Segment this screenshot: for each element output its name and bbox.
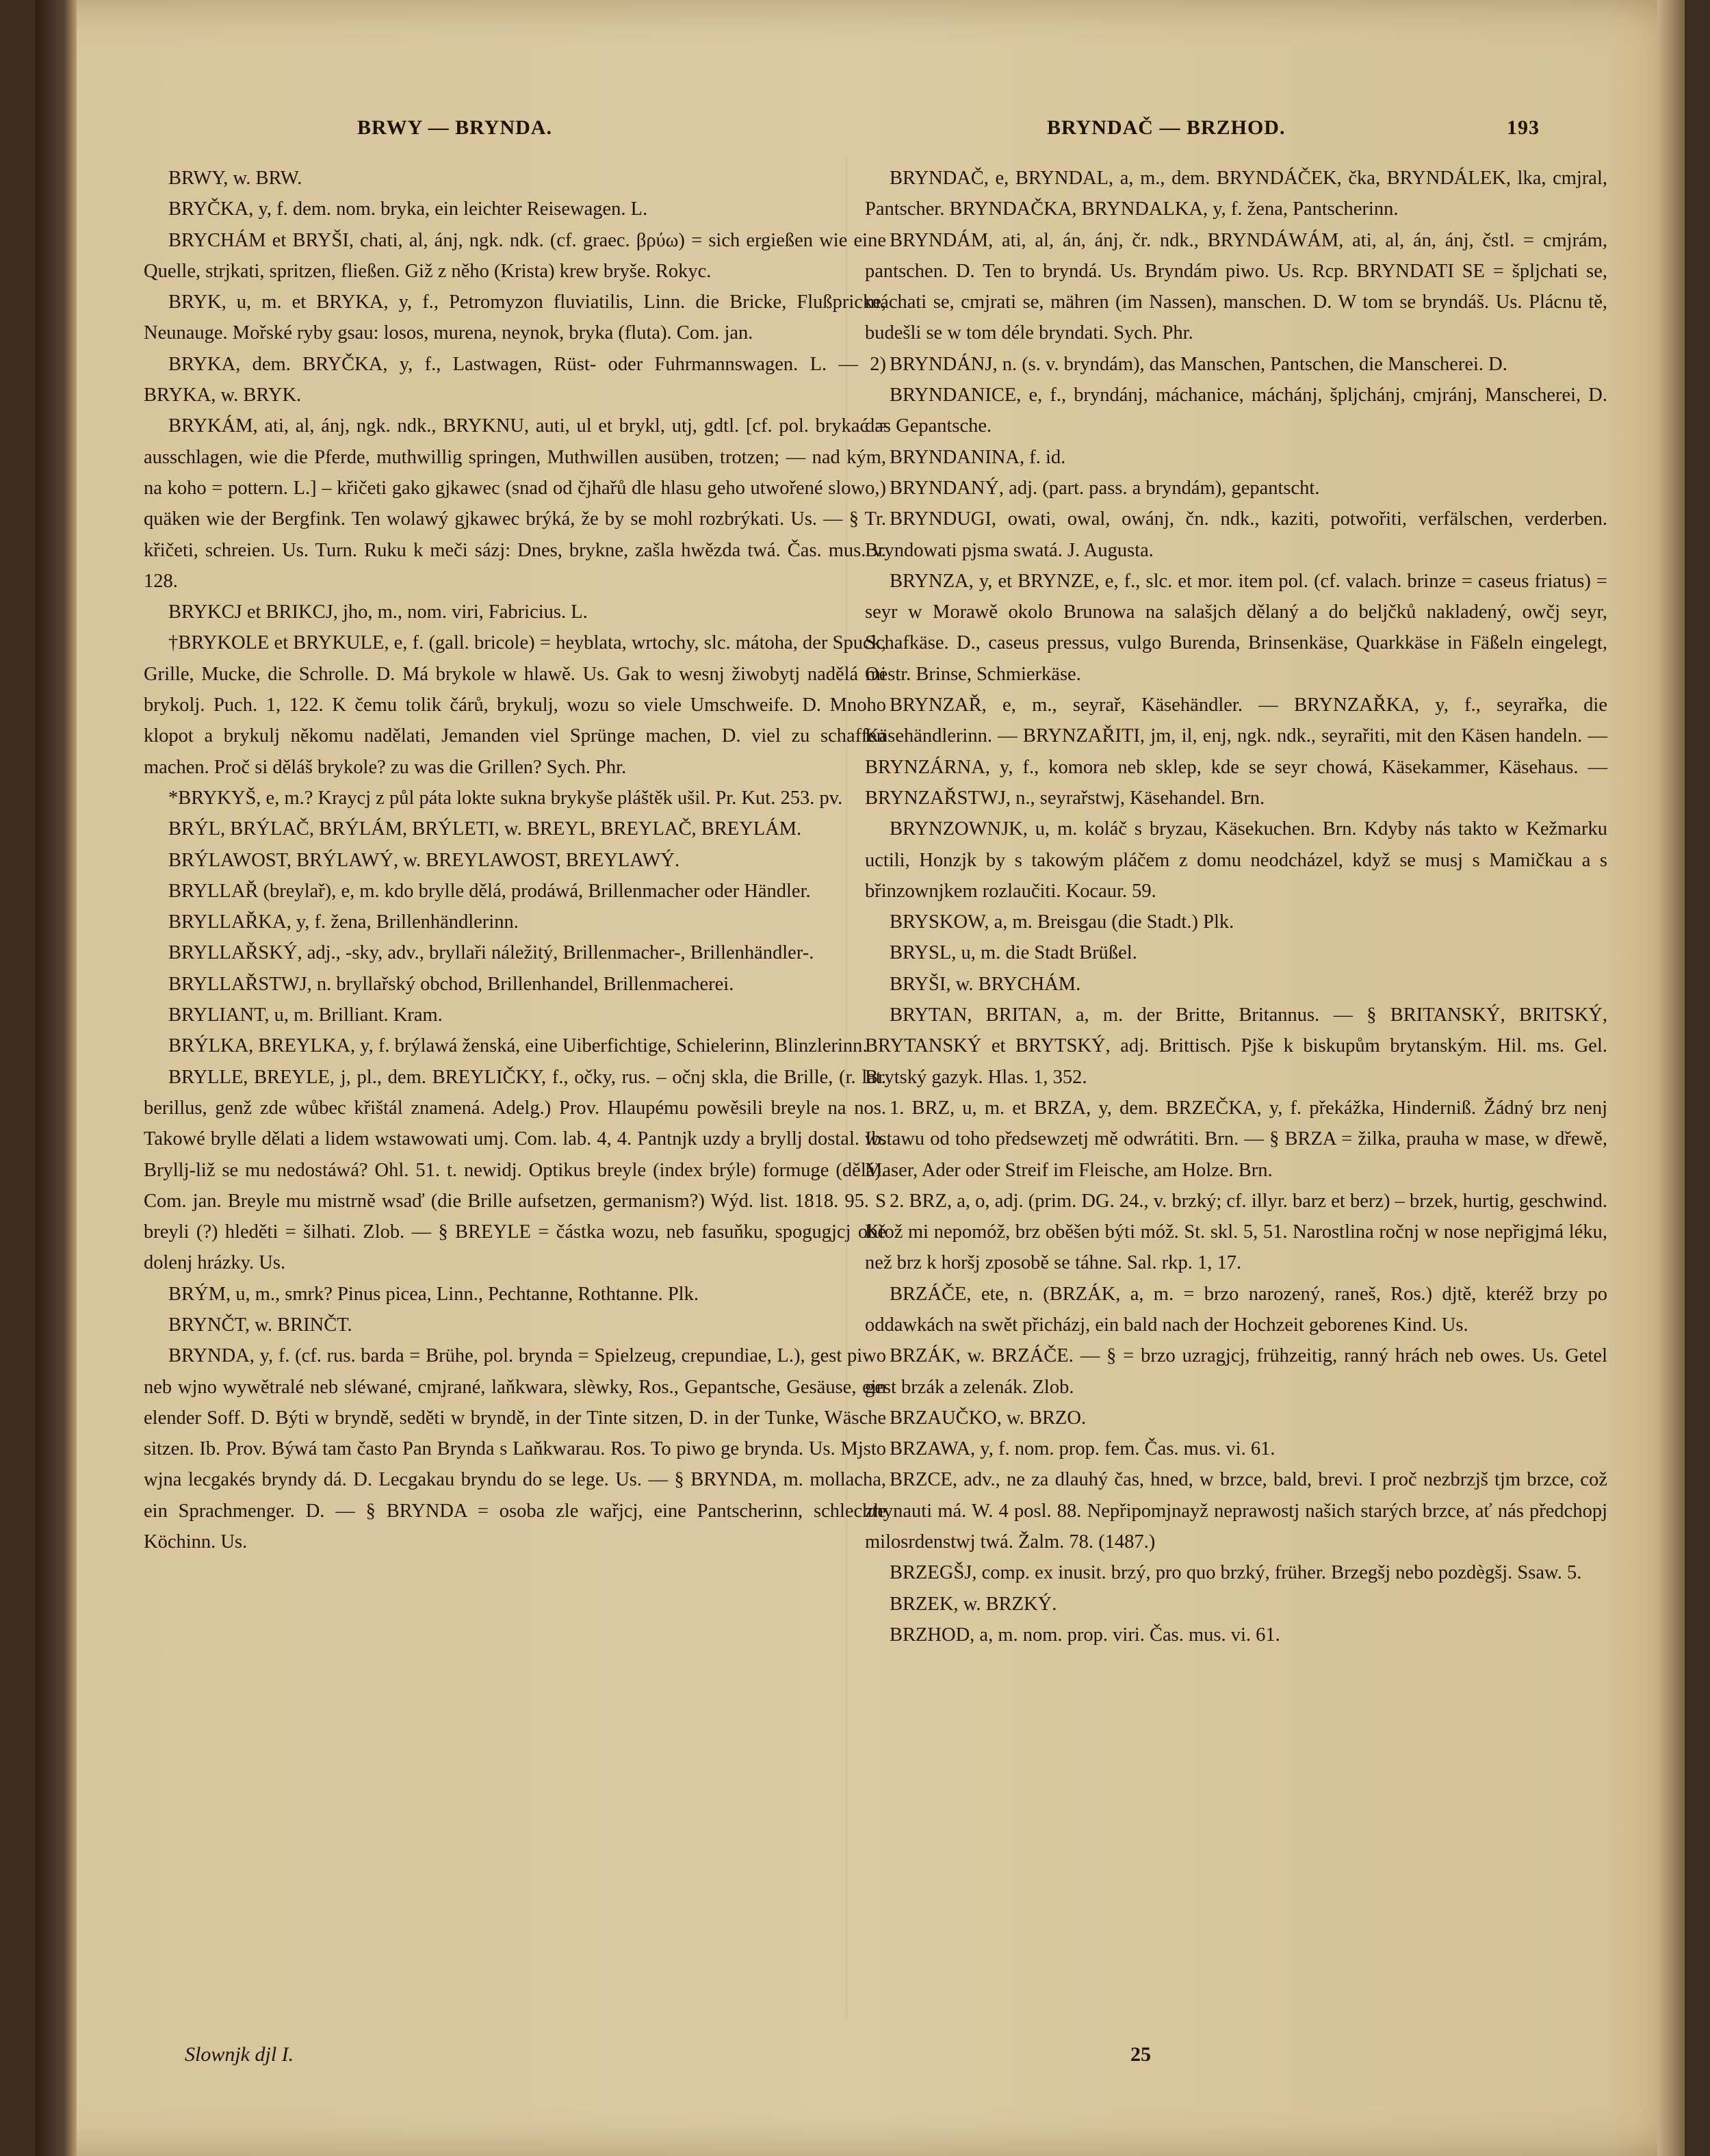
dictionary-entry: BRYLLAŘKA, y, f. žena, Brillenhändlerinn. [168,911,519,933]
dictionary-entry: BRZAUČKO, w. BRZO. [890,1407,1087,1429]
printer-signature: Slownjk djl I. [185,2043,294,2066]
dictionary-entry: BRYNDUGI, owati, owal, owánj, čn. ndk., kaziti, potwořiti, verfälschen, verderben. Bryndowati pjsma swatá. J. Augusta. [865,508,1607,561]
dictionary-entry: BRYLLE, BREYLE, j, pl., dem. BREYLIČKY, f., očky, rus. – očnj skla, die Brille, (r. lat. berillus, genž zde wůbec křištál znamená. Adelg.) Prov. Hlaupému powěsili breyle na nos. Takowé brylle dělati a lidem wstawowati umj. Com. lab. 4, 4. Pantnjk uzdy a bryllj dostal. Ib. Bryllj-liž se mu nedostáwá? Ohl. 51. t. newidj. Optikus breyle (index brýle) formuge (dělá). Com. jan. Breyle mu mistrně wsaď (die Brille aufsetzen, germanism?) Wýd. list. 1818. 95. S breyli (?) hleděti = šilhati. Zlob. — § BREYLE = částka wozu, neb fasuňku, spogugjcj obě dolenj hrázky. Us. [144,1066,886,1274]
dictionary-entry: 2. BRZ, a, o, adj. (prim. DG. 24., v. brzký; cf. illyr. barz et berz) – brzek, hurtig, geschwind. Ktož mi nepomóž, brz oběšen býti móž. St. skl. 5, 51. Narostlina ročnj w nose nepřigjmá léku, než brz k horšj zposobě se táhne. Sal. rkp. 1, 17. [865,1190,1607,1274]
dictionary-entry: BRZAWA, y, f. nom. prop. fem. Čas. mus. vi. 61. [890,1438,1275,1460]
dictionary-entry: †BRYKOLE et BRYKULE, e, f. (gall. bricole) = heyblata, wrtochy, slc. mátoha, der Spuck, Grille, Mucke, die Schrolle. D. Má brykole w hlawě. Us. Gak to wesnj žiwobytj nadělá mi brykolj. Puch. 1, 122. K čemu tolik čárů, brykulj, wozu so viele Umschweife. D. Mnoho klopot a brykulj někomu nadělati, Jemanden viel Sprünge machen, D. viel zu schaffen machen. Proč si děláš brykole? zu was die Grillen? Sych. Phr. [144,632,886,778]
dictionary-entry: BRYTAN, BRITAN, a, m. der Britte, Britannus. — § BRITANSKÝ, BRITSKÝ, BRYTANSKÝ et BRYTSKÝ, adj. Brittisch. Pjše k biskupům brytanským. Hil. ms. Gel. Brytský gazyk. Hlas. 1, 352. [865,1004,1607,1088]
dictionary-entry: BRÝL, BRÝLAČ, BRÝLÁM, BRÝLETI, w. BREYL, BREYLAČ, BREYLÁM. [168,818,802,840]
dictionary-entry: BRYNDANÝ, adj. (part. pass. a bryndám), gepantscht. [890,477,1320,499]
dictionary-entry: BRÝLAWOST, BRÝLAWÝ, w. BREYLAWOST, BREYLAWÝ. [168,849,680,871]
dictionary-entry: BRZHOD, a, m. nom. prop. viri. Čas. mus. vi. 61. [890,1624,1280,1646]
dictionary-entry: BRYKCJ et BRIKCJ, jho, m., nom. viri, Fabricius. L. [168,601,588,623]
dictionary-entry: BRYNDÁNJ, n. (s. v. bryndám), das Manschen, Pantschen, die Manscherei. D. [890,353,1507,375]
dictionary-entry: BRZEGŠJ, comp. ex inusit. brzý, pro quo brzký, früher. Brzegšj nebo pozdègšj. Ssaw. 5. [890,1562,1582,1584]
dictionary-entry: BRZCE, adv., ne za dlauhý čas, hned, w brzce, bald, brevi. I proč nezbrzjš tjm brzce, což zhynauti má. W. 4 posl. 88. Nepřipomjnayž neprawostj našich starých brzce, ať nás předchopj milosrdenstwj twá. Žalm. 78. (1487.) [865,1469,1607,1553]
dictionary-entry: BRYKA, dem. BRYČKA, y, f., Lastwagen, Rüst- oder Fuhrmannswagen. L. — 2) BRYKA, w. BRYK. [144,353,886,406]
page-edge [1657,0,1685,2156]
dictionary-entry: BRYLLAŘSKÝ, adj., -sky, adv., bryllaři náležitý, Brillenmacher-, Brillenhändler-. [168,942,814,964]
dictionary-entry: BRYNČT, w. BRINČT. [168,1314,352,1336]
dictionary-entry: BRÝLKA, BREYLKA, y, f. brýlawá ženská, eine Uiberfichtige, Schielerinn, Blinzlerinn. [168,1035,868,1057]
dictionary-entry: BRYCHÁM et BRYŠI, chati, al, ánj, ngk. ndk. (cf. graec. βρύω) = sich ergießen wie eine Quelle, strjkati, spritzen, fließen. Giž z něho (Krista) krew bryše. Rokyc. [144,229,886,282]
dictionary-entry: BRZÁČE, ete, n. (BRZÁK, a, m. = brzo narozený, raneš, Ros.) djtě, kteréž brzy po oddawkách na swět přicházj, ein bald nach der Hochzeit geborenes Kind. Us. [865,1283,1607,1336]
dictionary-entry: BRYLLAŘ (breylař), e, m. kdo brylle dělá, prodáwá, Brillenmacher oder Händler. [168,880,811,902]
dictionary-entry: BRÝM, u, m., smrk? Pinus picea, Linn., Pechtanne, Rothtanne. Plk. [168,1283,699,1305]
dictionary-entry: BRYNDANINA, f. id. [890,446,1066,468]
page-number: 193 [1507,116,1540,139]
dictionary-entry: BRYK, u, m. et BRYKA, y, f., Petromyzon fluviatilis, Linn. die Bricke, Flußpricke, Neunauge. Mořské ryby gsau: losos, murena, neynok, bryka (fluta). Com. jan. [144,291,886,344]
dictionary-entry: BRYNDANICE, e, f., bryndánj, máchanice, máchánj, špljchánj, cmjránj, Manscherei, D. das Gepantsche. [865,385,1607,437]
dictionary-entry: BRWY, w. BRW. [168,168,302,189]
dictionary-entry: BRYLLAŘSTWJ, n. bryllařský obchod, Brillenhandel, Brillenmacherei. [168,973,734,995]
right-column [865,163,1607,1650]
dictionary-entry: BRYNDA, y, f. (cf. rus. barda = Brühe, pol. brynda = Spielzeug, crepundiae, L.), gest piwo neb wjno wywětralé neb sléwané, cmjrané, laňkwara, slèwky, Ros., Gepantsche, Gesäuse, ein elender Soff. D. Býti w bryndě, seděti w bryndě, in der Tinte sitzen, D. in der Tunke, Wäsche sitzen. Ib. Prov. Býwá tam často Pan Brynda s Laňkwarau. Ros. To piwo ge brynda. Us. Mjsto wjna lecgakés bryndy dá. D. Lecgakau bryndu do se lege. Us. — § BRYNDA, m. mollacha, ein Sprachmenger. D. — § BRYNDA = osoba zle wařjcj, eine Pantscherinn, schlechte Köchinn. Us. [144,1345,886,1553]
dictionary-entry: BRYNZA, y, et BRYNZE, e, f., slc. et mor. item pol. (cf. valach. brinze = caseus friatus) = seyr w Morawě okolo Brunowa na salašjch dělaný a do beljčků nakladený, owčj seyr, Schafkäse. D., caseus pressus, vulgo Burenda, Brinsenkäse, Quarkkäse in Fäßeln eingelegt, Oestr. Brinse, Schmierkäse. [865,570,1607,685]
dictionary-entry: 1. BRZ, u, m. et BRZA, y, dem. BRZEČKA, y, f. překážka, Hinderniß. Žádný brz nenj wstawu od toho předsewzetj mě odwrátiti. Brn. — § BRZA = žilka, prauha w mase, w dřewě, Maser, Ader oder Streif im Fleische, am Holze. Brn. [865,1097,1607,1181]
left-column [144,163,886,1557]
dictionary-entry: BRYNZOWNJK, u, m. koláč s bryzau, Käsekuchen. Brn. Kdyby nás takto w Kežmarku uctili, Honzjk by s takowým pláčem z domu neodcházel, když se musj s Mamičkau a s břinzownjkem rozlaučiti. Kocaur. 59. [865,818,1607,902]
dictionary-entry: BRYNZAŘ, e, m., seyrař, Käsehändler. — BRYNZAŘKA, y, f., seyrařka, die Käsehändlerinn. — BRYNZAŘITI, jm, il, enj, ngk. ndk., seyrařiti, mit den Käsen handeln. — BRYNZÁRNA, y, f., komora neb sklep, kde se seyr chowá, Käsekammer, Käsehaus. — BRYNZAŘSTWJ, n., seyrařstwj, Käsehandel. Brn. [865,694,1607,809]
dictionary-entry: BRZÁK, w. BRZÁČE. — § = brzo uzragjcj, frühzeitig, ranný hrách neb owes. Us. Getel gest brzák a zelenák. Zlob. [865,1345,1607,1398]
book-page [36,0,1685,2156]
dictionary-entry: BRYNDÁM, ati, al, án, ánj, čr. ndk., BRYNDÁWÁM, ati, al, án, ánj, čstl. = cmjrám, pantschen. D. Ten to bryndá. Us. Bryndám piwo. Us. Rcp. BRYNDATI SE = špljchati se, máchati se, cmjrati se, mähren (im Nassen), manschen. D. W tom se bryndáš. Us. Plácnu tě, budešli se w tom déle bryndati. Sych. Phr. [865,229,1607,344]
dictionary-entry: *BRYKYŠ, e, m.? Kraycj z půl páta lokte sukna brykyše pláštěk ušil. Pr. Kut. 253. pv. [168,787,843,809]
running-head-left: BRWY — BRYNDA. [357,116,552,139]
dictionary-entry: BRZEK, w. BRZKÝ. [890,1593,1057,1615]
dictionary-entry: BRYSKOW, a, m. Breisgau (die Stadt.) Plk. [890,911,1234,933]
sheet-number: 25 [1130,2043,1151,2066]
dictionary-entry: BRYLIANT, u, m. Brilliant. Kram. [168,1004,443,1026]
dictionary-entry: BRYKÁM, ati, al, ánj, ngk. ndk., BRYKNU, auti, ul et brykl, utj, gdtl. [cf. pol. brykać = ausschlagen, wie die Pferde, muthwillig springen, Muthwillen ausüben, trotzen; — nad kým, na koho = pottern. L.] – křičeti gako gjkawec (snad od čjhařů dle hlasu geho utwořené slowo,) quäken wie der Bergfink. Ten wolawý gjkawec brýká, že by se mohl rozbrýkati. Us. — § Tr. křičeti, schreien. Us. Turn. Ruku k meči sázj: Dnes, brykne, zašla hwězda twá. Čas. mus. v. 128. [144,415,886,592]
dictionary-entry: BRYNDAČ, e, BRYNDAL, a, m., dem. BRYNDÁČEK, čka, BRYNDÁLEK, lka, cmjral, Pantscher. BRYNDAČKA, BRYNDALKA, y, f. žena, Pantscherinn. [865,168,1607,220]
book-spine [36,0,77,2156]
running-head-right: BRYNDAČ — BRZHOD. [1047,116,1286,139]
dictionary-entry: BRYČKA, y, f. dem. nom. bryka, ein leichter Reisewagen. L. [168,198,648,220]
dictionary-entry: BRYŠI, w. BRYCHÁM. [890,973,1081,995]
dictionary-entry: BRYSL, u, m. die Stadt Brüßel. [890,942,1137,964]
